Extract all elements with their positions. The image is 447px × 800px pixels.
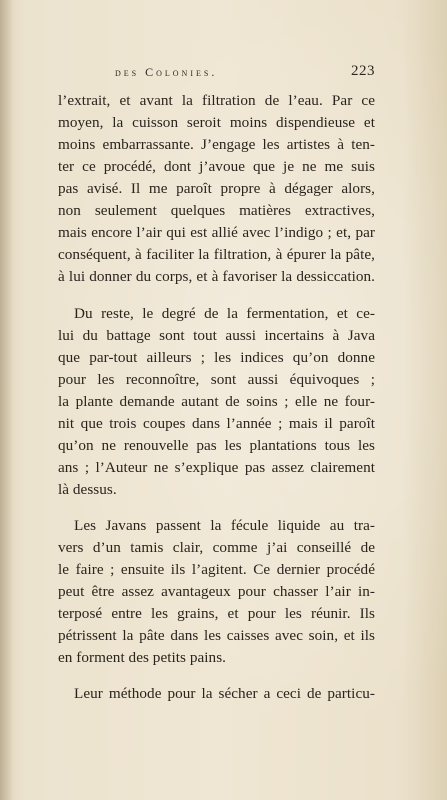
gutter-shadow	[0, 0, 14, 800]
paragraph-gap	[58, 288, 375, 303]
text-line: là dessus.	[58, 481, 117, 498]
text-line: ans ; l’Auteur ne s’explique pas assez clairement	[58, 459, 375, 476]
text-line: qu’on ne renouvelle pas les plantations tous les	[58, 437, 375, 454]
text-line: la plante demande autant de soins ; elle ne four-	[58, 393, 375, 410]
page-number: 223	[351, 63, 375, 79]
running-title: des Colonies.	[115, 65, 218, 79]
text-line: ter ce procédé, dont j’avoue que je ne me suis	[58, 158, 375, 175]
text-line: terposé entre les grains, et pour les réunir. Ils	[58, 605, 375, 622]
body-text	[58, 90, 375, 705]
text-line: Leur méthode pour la sécher a ceci de particu-	[74, 685, 375, 702]
text-line: vers d’un tamis clair, comme j’ai conseillé de	[58, 539, 375, 556]
text-line: Les Javans passent la fécule liquide au tra-	[74, 517, 375, 534]
text-line: l’extrait, et avant la filtration de l’eau. Par ce	[58, 92, 375, 109]
text-line: peut être assez avantageux pour chasser l’air in-	[58, 583, 375, 600]
paragraph	[58, 515, 375, 669]
text-line: lui du battage sont tout aussi incertains à Java	[58, 327, 375, 344]
text-line: que par-tout ailleurs ; les indices qu’on donne	[58, 349, 375, 366]
text-line: en forment des petits pains.	[58, 649, 227, 666]
running-head	[60, 63, 375, 83]
text-line: le faire ; ensuite ils l’agitent. Ce dernier procédé	[58, 561, 375, 578]
text-line: pas avisé. Il me paroît propre à dégager alors,	[58, 180, 375, 197]
text-line: conséquent, à faciliter la filtration, à épurer la pâte,	[58, 246, 375, 263]
text-line: Du reste, le degré de la fermentation, et ce-	[74, 305, 375, 322]
text-line: à lui donner du corps, et à favoriser la dessiccation.	[58, 268, 375, 285]
paragraph-gap	[58, 501, 375, 515]
paragraph-gap	[58, 669, 375, 683]
paragraph	[58, 683, 375, 705]
text-line: nit que trois coupes dans l’année ; mais il paroît	[58, 415, 375, 432]
text-line: mais encore l’air qui est allié avec l’indigo ; et, par	[58, 224, 375, 241]
paragraph	[58, 303, 375, 501]
paragraph	[58, 90, 375, 288]
text-line: moins embarrassante. J’engage les artistes à ten-	[58, 136, 375, 153]
text-line: pour les reconnoître, sont aussi équivoques ;	[58, 371, 375, 388]
text-line: pétrissent la pâte dans les caisses avec soin, et ils	[58, 627, 375, 644]
text-line: non seulement quelques matières extractives,	[58, 202, 375, 219]
text-line: moyen, la cuisson seroit moins dispendieuse et	[58, 114, 375, 131]
